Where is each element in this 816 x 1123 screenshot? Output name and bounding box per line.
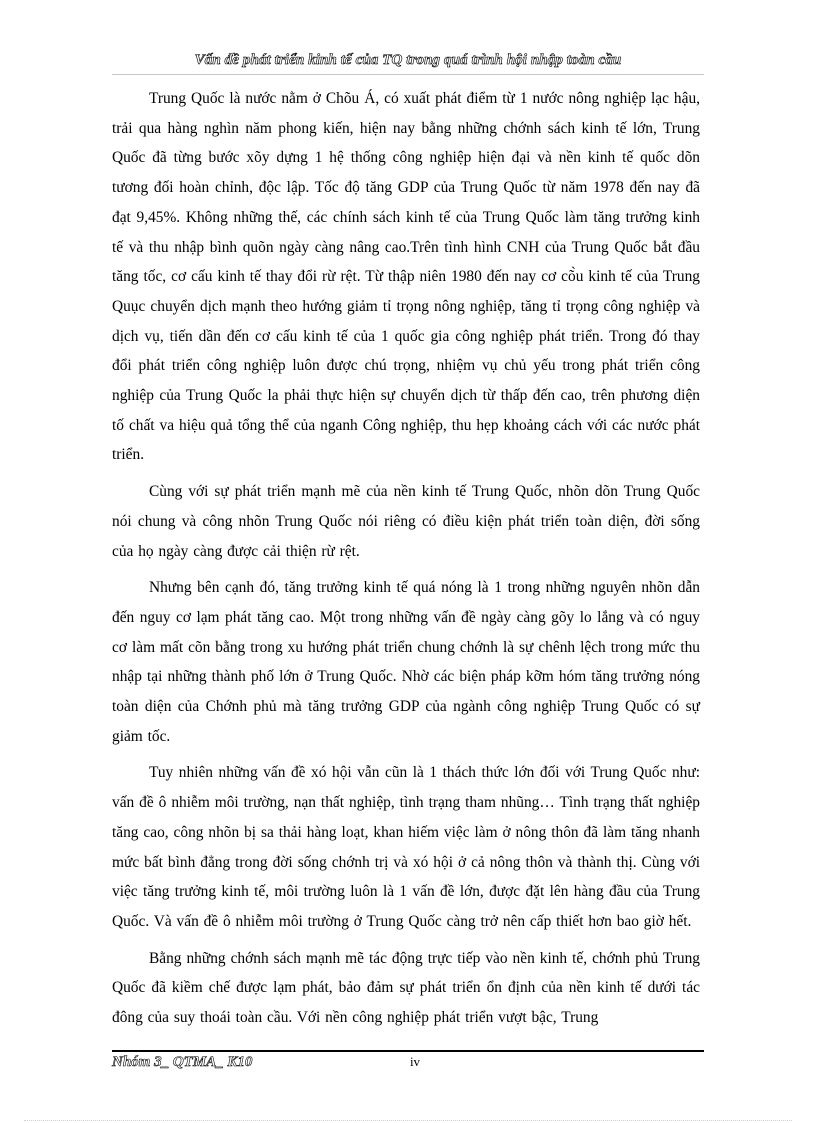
page-header-title: Vấn đề phát triển kinh tế của TQ trong quá trình hội nhập toàn cầu <box>194 52 622 68</box>
header-divider <box>112 74 704 75</box>
paragraph-2: Cùng với sự phát triển mạnh mẽ của nền kinh tế Trung Quốc, nhõn dõn Trung Quốc nói chung và công nhõn Trung Quốc nói riêng có điều kiện phát triển toàn diện, đời sống của họ ngày càng được cải thiện rừ rệt. <box>112 483 700 560</box>
paragraph-3: Nhưng bên cạnh đó, tăng trưởng kinh tế quá nóng là 1 trong những nguyên nhõn dẫn đến nguy cơ lạm phát tăng cao. Một trong những vấn đề ngày càng gõy lo lắng và có nguy cơ làm mất cõn bằng trong xu hướng phát triển chung chớnh là sự chênh lệch trong mức thu nhập tại những thành phố lớn ở Trung Quốc. Nhờ các biện pháp kỡm hóm tăng trưởng nóng toàn diện của Chớnh phủ mà tăng trưởng GDP của ngành công nghiệp Trung Quốc có sự giảm tốc. <box>112 579 700 745</box>
footer-group-label: Nhóm 3_ QTMA_ K10 <box>112 1054 253 1070</box>
paragraph-5: Bằng những chớnh sách mạnh mẽ tác động trực tiếp vào nền kinh tế, chớnh phủ Trung Quốc đã kiềm chế được lạm phát, bảo đảm sự phát triển ổn định của nền kinh tế dưới tác đông của suy thoái toàn cầu. Với nền công nghiệp phát triển vượt bậc, Trung <box>112 949 700 1027</box>
page-number: iv <box>409 1054 421 1069</box>
paragraph-1: Trung Quốc là nước nằm ở Chõu Á, có xuất phát điểm từ 1 nước nông nghiệp lạc hậu, trải qua hàng nghìn năm phong kiến, hiện nay bằng những chớnh sách kinh tế lớn, Trung Quốc đã từng bước xõy dựng 1 hệ thống công nghiệp hiện đại và nền kinh tế quốc dõn tương đối hoàn chỉnh, độc lập. Tốc độ tăng GDP của Trung Quốc từ năm 1978 đến nay đã đạt 9,45%. Không những thế, các chính sách kinh tế của Trung Quốc làm tăng trưởng kinh tế và thu nhập bình quõn ngày càng nâng cao.Trên tình hình CNH của Trung Quốc bắt đầu tăng tốc, cơ cấu kinh tế thay đổi rừ rệt. Từ thập niên 1980 đến nay cơ cõ̀u kinh tế của Trung Quục chuyển dịch mạnh theo hướng giảm tỉ trọng nông nghiệp, tăng tỉ trọng công nghiệp và dịch vụ, tiến dần đến cơ cấu kinh tế của 1 quốc gia công nghiệp phát triển. Trong đó thay đổi phát triển công nghiệp luôn được chú trọng, nhiệm vụ chủ yếu trong phát triển công nghiệp của Trung Quốc la phải thực hiện sự chuyển dịch từ thấp đến cao, trên phương diện tố chất va hiệu quả tổng thể của nganh Công nghiệp, thu hẹp khoảng cách với các nước phát triển. <box>112 90 700 464</box>
footer-divider <box>112 1050 704 1052</box>
body-text <box>112 84 700 1033</box>
page-bottom-edge <box>24 1120 792 1121</box>
paragraph-4: Tuy nhiên những vấn đề xó hội vẫn cũn là 1 thách thức lớn đối với Trung Quốc như: vấn đề ô nhiễm môi trường, nạn thất nghiệp, tình trạng tham nhũng… Tình trạng thất nghiệp tăng cao, công nhõn bị sa thải hàng loạt, khan hiếm việc làm ở nông thôn đã làm tăng nhanh mức bất bình đẳng trong đời sống chớnh trị và xó hội ở cả nông thôn và thành thị. Cùng với việc tăng trưởng kinh tế, môi trường luôn là 1 vấn đề lớn, được đặt lên hàng đầu của Trung Quốc. Và vấn đề ô nhiễm môi trường ở Trung Quốc càng trở nên cấp thiết hơn bao giờ hết. <box>112 764 700 930</box>
